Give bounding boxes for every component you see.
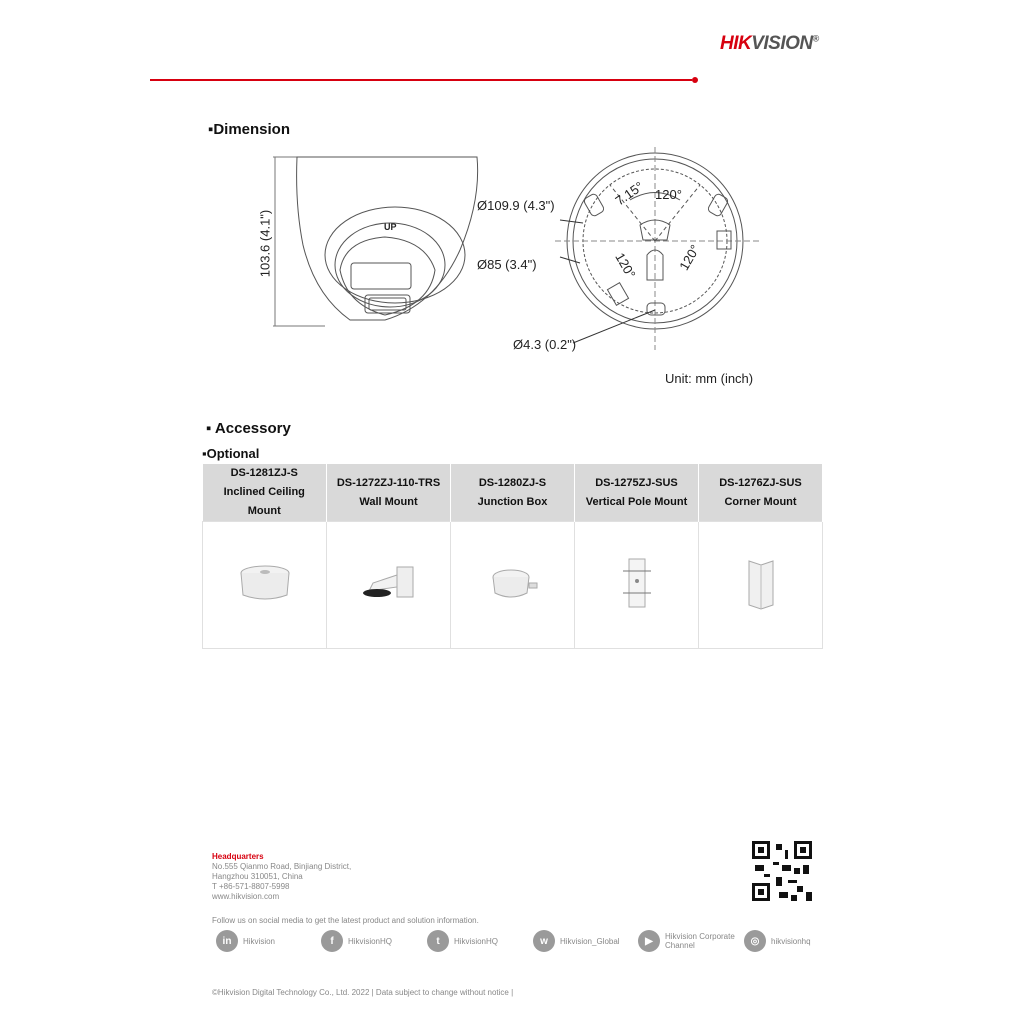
linkedin-icon: in (216, 930, 238, 952)
address-line: Hangzhou 310051, China (212, 872, 303, 881)
qr-code[interactable] (752, 841, 812, 901)
accessory-name: Vertical Pole Mount (585, 495, 688, 508)
corner-mount-icon (741, 555, 781, 611)
accessory-image-cell (327, 522, 451, 649)
accessory-model: DS-1281ZJ-S (230, 467, 298, 479)
website-link[interactable]: www.hikvision.com (212, 892, 280, 901)
accessory-model: DS-1276ZJ-SUS (719, 476, 802, 489)
junction-box-icon (483, 561, 543, 605)
social-label: Hikvision (243, 936, 276, 946)
accessory-image-row (203, 522, 823, 649)
header-rule (150, 79, 692, 81)
logo-vision: VISION (751, 33, 813, 54)
pole-mount-icon (617, 555, 657, 611)
social-label: Hikvision_Global (560, 936, 620, 946)
header-rule-dot (692, 77, 698, 83)
phone-line: T +86-571-8807-5998 (212, 882, 290, 891)
accessory-name: Wall Mount (359, 495, 418, 508)
follow-text: Follow us on social media to get the latest product and solution information. (212, 916, 479, 925)
logo-reg: ® (812, 33, 819, 44)
accessory-image-cell (203, 522, 327, 649)
dimension-heading: ▪Dimension (208, 121, 290, 138)
social-linkedin[interactable] (216, 930, 275, 952)
social-instagram[interactable] (744, 930, 811, 952)
accessory-image-cell (575, 522, 699, 649)
social-twitter[interactable] (427, 930, 498, 952)
instagram-icon: ◎ (744, 930, 766, 952)
optional-subheading: ▪Optional (202, 446, 260, 461)
outer-diameter-label: Ø109.9 (4.3") (477, 198, 555, 213)
accessory-name: Corner Mount (724, 495, 797, 508)
accessory-image-cell (451, 522, 575, 649)
accessory-header (327, 464, 451, 522)
accessory-model: DS-1275ZJ-SUS (595, 476, 678, 489)
social-wechat[interactable] (533, 930, 620, 952)
accessory-header (203, 464, 327, 522)
accessory-header-row (203, 464, 823, 522)
headquarters-title: Headquarters (212, 852, 264, 861)
angle-label-right: 120° (676, 242, 703, 273)
twitter-icon: t (427, 930, 449, 952)
facebook-icon: f (321, 930, 343, 952)
angle-small-label: 7.15° (612, 178, 647, 209)
angle-label-top: 120° (655, 187, 682, 202)
social-label: HikvisionHQ (348, 936, 393, 946)
accessory-heading: ▪ Accessory (206, 420, 291, 437)
accessory-name: Inclined Ceiling Mount (223, 486, 305, 517)
height-dimension-label: 103.6 (4.1") (257, 209, 273, 278)
wechat-icon: w (533, 930, 555, 952)
angle-label-left: 120° (612, 250, 639, 281)
hikvision-logo (720, 33, 819, 55)
wall-mount-icon (359, 561, 419, 605)
youtube-icon: ▶ (638, 930, 660, 952)
accessory-image-cell (699, 522, 823, 649)
social-youtube[interactable] (638, 930, 735, 952)
camera-side-view (273, 157, 478, 326)
unit-label: Unit: mm (inch) (665, 371, 754, 386)
inner-diameter-label: Ø85 (3.4") (477, 257, 537, 272)
social-label: Hikvision Corporate Channel (665, 932, 735, 950)
social-label: HikvisionHQ (454, 936, 499, 946)
camera-base-view (555, 147, 760, 350)
address-line: No.555 Qianmo Road, Binjiang District, (212, 862, 352, 871)
social-label: hikvisionhq (771, 936, 811, 946)
social-facebook[interactable] (321, 930, 392, 952)
copyright-text: ©Hikvision Digital Technology Co., Ltd. 2022 | Data subject to change without notice | (212, 988, 514, 997)
accessory-model: DS-1272ZJ-110-TRS (336, 476, 441, 489)
accessory-name: Junction Box (477, 495, 548, 508)
accessory-table (202, 464, 823, 649)
accessory-model: DS-1280ZJ-S (478, 476, 547, 489)
inclined-ceiling-mount-icon (235, 561, 295, 605)
logo-hik: HIK (720, 33, 752, 54)
footer-address-block (212, 852, 351, 902)
up-mark: UP (384, 222, 397, 232)
hole-diameter-label: Ø4.3 (0.2") (513, 337, 577, 352)
accessory-header (699, 464, 823, 522)
accessory-header (575, 464, 699, 522)
accessory-header (451, 464, 575, 522)
